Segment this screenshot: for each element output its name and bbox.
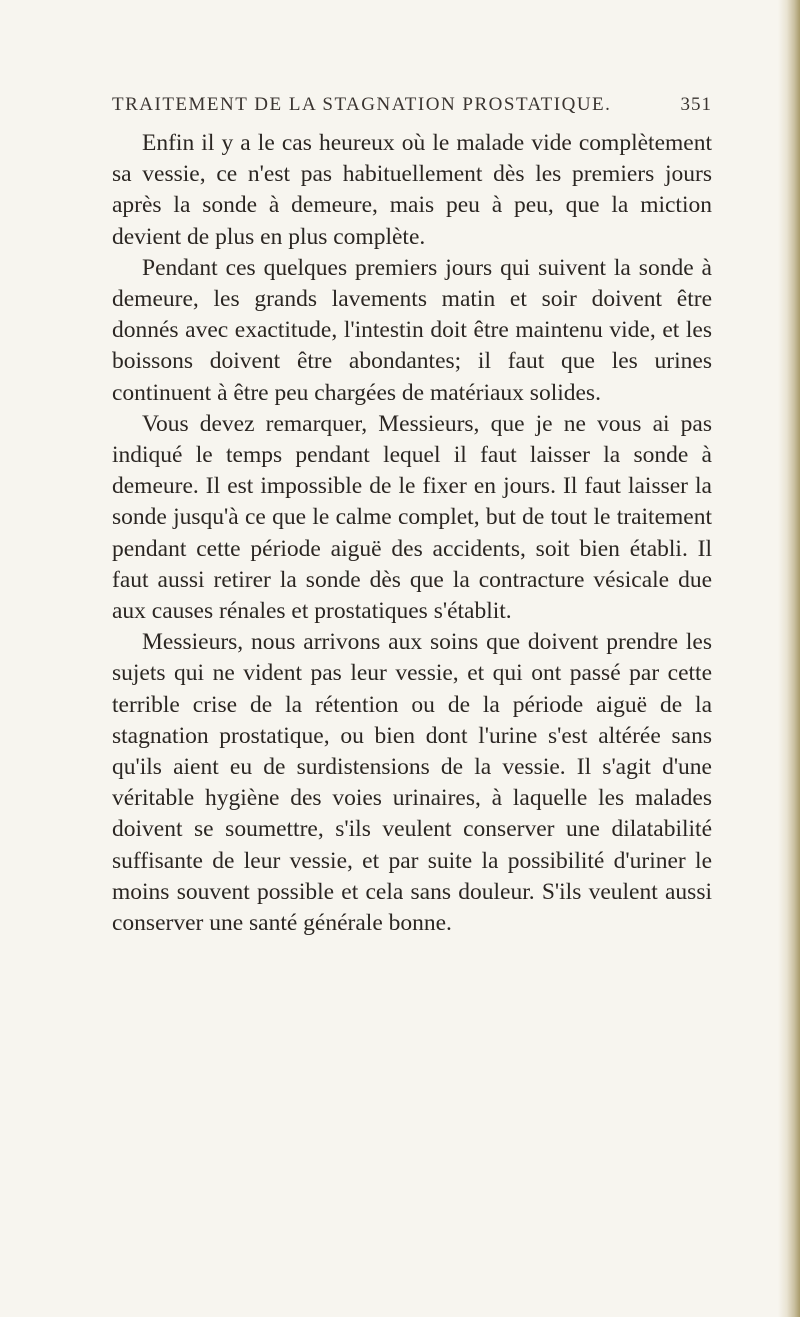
- running-head: [112, 94, 712, 124]
- paragraph: Pendant ces quelques premiers jours qui suivent la sonde à demeure, les grands lavements matin et soir doivent être donnés avec exactitude, l'intestin doit être maintenu vide, et les boissons doivent être abondantes; il faut que les urines continuent à être peu chargées de matériaux solides.: [112, 254, 712, 406]
- running-head-title: TRAITEMENT DE LA STAGNATION PROSTATIQUE.: [112, 94, 612, 115]
- paragraph: Enfin il y a le cas heureux où le malade vide complètement sa vessie, ce n'est pas habituellement dès les premiers jours après la sonde à demeure, mais peu à peu, que la miction devient de plus en plus complète.: [112, 130, 712, 250]
- paragraph: Vous devez remarquer, Messieurs, que je ne vous ai pas indiqué le temps pendant lequel il faut laisser la sonde à demeure. Il est impossible de le fixer en jours. Il faut laisser la sonde jusqu'à ce que le calme complet, but de tout le traitement pendant cette période aiguë des accidents, soit bien établi. Il faut aussi retirer la sonde dès que la contracture vésicale due aux causes rénales et prostatiques s'établit.: [112, 410, 712, 625]
- page-binding-edge: [778, 0, 800, 1317]
- page-number: 351: [680, 94, 712, 115]
- paragraph: Messieurs, nous arrivons aux soins que doivent prendre les sujets qui ne vident pas leur vessie, et qui ont passé par cette terrible crise de la rétention ou de la période aiguë de la stagnation prostatique, ou bien dont l'urine s'est altérée sans qu'ils aient eu de surdistensions de la vessie. Il s'agit d'une véritable hygiène des voies urinaires, à laquelle les malades doivent se soumettre, s'ils veulent conserver une dilatabilité suffisante de leur vessie, et par suite la possibilité d'uriner le moins souvent possible et cela sans douleur. S'ils veulent aussi conserver une santé générale bonne.: [112, 629, 712, 937]
- body-text: [112, 128, 712, 939]
